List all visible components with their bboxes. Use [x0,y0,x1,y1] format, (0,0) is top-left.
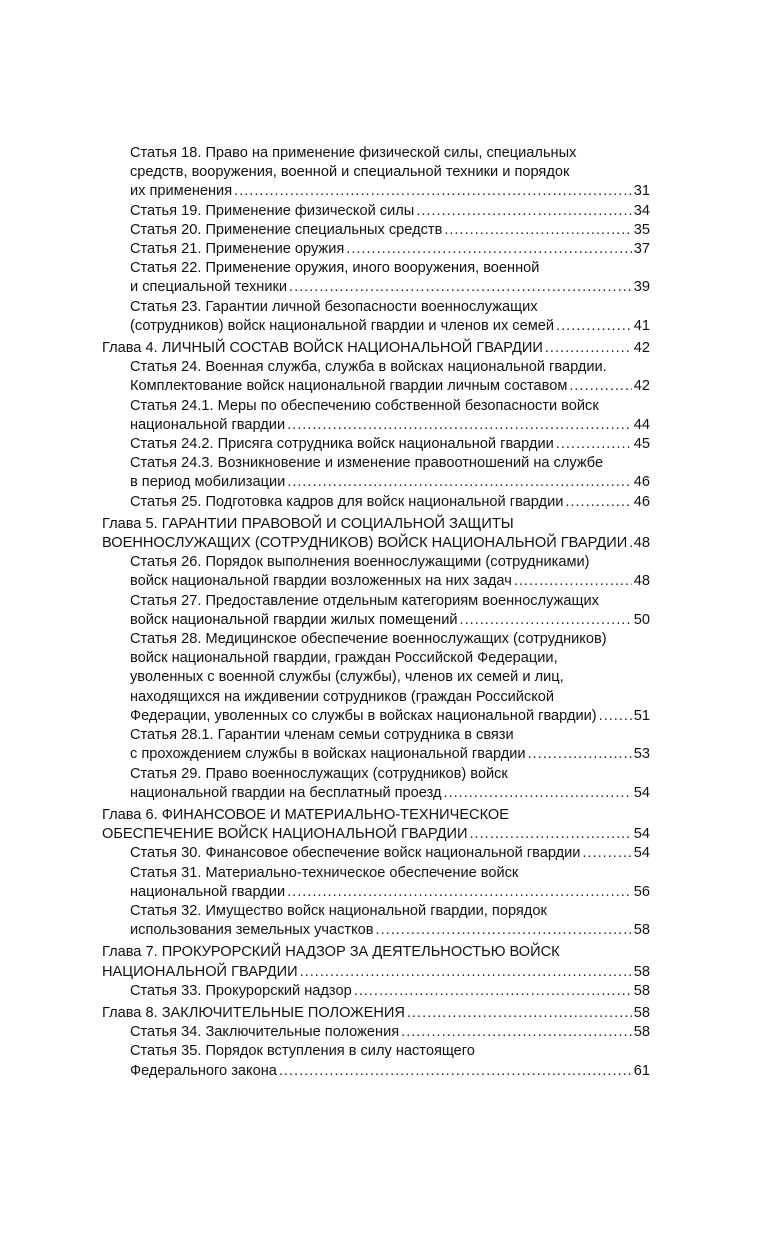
toc-article-entry[interactable] [102,221,650,240]
toc-entry-line [130,202,650,221]
toc-entry-text: Глава 7. ПРОКУРОРСКИЙ НАДЗОР ЗА ДЕЯТЕЛЬНОСТЬЮ ВОЙСК [102,944,560,961]
toc-entry-line [130,473,650,492]
dot-leader [469,825,631,844]
toc-page-number: 50 [633,611,650,628]
dot-leader [416,202,632,221]
toc-entry-text: с прохождением службы в войсках национальной гвардии [130,746,526,763]
dot-leader [407,1004,632,1023]
toc-entry-text: их применения [130,183,233,200]
toc-article-entry[interactable] [102,435,650,454]
table-of-contents [102,144,650,1081]
toc-entry-line [130,902,650,921]
dot-leader [528,745,632,764]
toc-entry-line [130,649,650,668]
toc-entry-text: уволенных с военной службы (службы), членов их семей и лиц, [130,669,564,686]
toc-page-number: 48 [633,535,650,552]
toc-entry-text: национальной гвардии на бесплатный проезд [130,784,442,801]
toc-article-entry[interactable] [102,358,650,396]
dot-leader [629,534,632,553]
toc-entry-line [102,943,650,962]
toc-page-number: 54 [633,845,650,862]
toc-entry-text: находящихся на иждивении сотрудников (граждан Российской [130,688,555,705]
dot-leader [401,1023,632,1042]
dot-leader [599,707,632,726]
toc-entry-text: Статья 25. Подготовка кадров для войск национальной гвардии [130,493,564,510]
toc-page-number: 54 [633,826,650,843]
toc-entry-text: Глава 4. ЛИЧНЫЙ СОСТАВ ВОЙСК НАЦИОНАЛЬНОЙ ГВАРДИИ [102,340,543,357]
toc-entry-line [130,630,650,649]
toc-article-entry[interactable] [102,298,650,336]
dot-leader [556,435,632,454]
dot-leader [444,221,631,240]
toc-entry-text: Статья 24.3. Возникновение и изменение правоотношений на службе [130,455,604,472]
toc-entry-line [130,707,650,726]
toc-entry-line [130,784,650,803]
toc-entry-line [130,298,650,317]
dot-leader [556,317,632,336]
toc-article-entry[interactable] [102,726,650,764]
toc-entry-line [130,358,650,377]
toc-page-number: 39 [633,279,650,296]
toc-entry-text: войск национальной гвардии возложенных на них задач [130,573,512,590]
toc-entry-text: Статья 24.1. Меры по обеспечению собственной безопасности войск [130,397,599,414]
toc-entry-line [130,144,650,163]
toc-entry-line [130,921,650,940]
toc-article-entry[interactable] [102,844,650,863]
dot-leader [287,883,632,902]
toc-page-number: 42 [633,378,650,395]
toc-page-number: 44 [633,416,650,433]
toc-page-number: 58 [633,963,650,980]
toc-entry-line [130,572,650,591]
toc-entry-line [130,745,650,764]
toc-chapter-entry[interactable] [102,339,650,358]
toc-entry-text: Статья 20. Применение специальных средств [130,221,443,238]
toc-entry-line [130,592,650,611]
toc-entry-text: Статья 30. Финансовое обеспечение войск национальной гвардии [130,845,581,862]
toc-entry-text: Статья 29. Право военнослужащих (сотрудников) войск [130,765,508,782]
toc-entry-line [102,534,650,553]
dot-leader [234,182,632,201]
toc-entry-text: Статья 18. Право на применение физической силы, специальных [130,145,577,161]
toc-article-entry[interactable] [102,592,650,630]
toc-entry-text: Статья 34. Заключительные положения [130,1024,400,1041]
toc-entry-text: Статья 31. Материально-техническое обеспечение войск [130,864,519,881]
toc-entry-text: Статья 27. Предоставление отдельным категориям военнослужащих [130,592,599,609]
toc-page-number: 53 [633,746,650,763]
toc-entry-text: Статья 24. Военная служба, служба в войсках национальной гвардии. [130,359,607,376]
toc-entry-line [102,963,650,982]
toc-entry-line [130,1042,650,1061]
toc-page-number: 46 [633,474,650,491]
toc-entry-line [130,668,650,687]
toc-entry-line [130,726,650,745]
toc-entry-text: использования земельных участков [130,922,374,939]
toc-entry-text: ВОЕННОСЛУЖАЩИХ (СОТРУДНИКОВ) ВОЙСК НАЦИОНАЛЬНОЙ ГВАРДИИ [102,535,628,552]
toc-entry-line [130,553,650,572]
toc-chapter-entry[interactable] [102,1004,650,1023]
toc-article-entry[interactable] [102,1042,650,1080]
toc-entry-line [130,221,650,240]
toc-entry-line [130,982,650,1001]
toc-page-number: 37 [633,241,650,258]
toc-article-entry[interactable] [102,202,650,221]
toc-page-number: 51 [633,707,650,724]
toc-entry-line [130,397,650,416]
toc-entry-text: средств, вооружения, военной и специальной техники и порядок [130,164,570,181]
toc-entry-line [130,182,650,201]
toc-entry-line [130,435,650,454]
toc-entry-line [102,339,650,358]
toc-chapter-entry[interactable] [102,515,650,553]
dot-leader [289,278,632,297]
dot-leader [565,493,631,512]
dot-leader [346,240,632,259]
toc-page-number: 45 [633,436,650,453]
dot-leader [569,377,631,396]
dot-leader [287,473,632,492]
toc-article-entry[interactable] [102,630,650,726]
toc-page-number: 58 [633,922,650,939]
toc-entry-line [130,493,650,512]
toc-entry-line [130,278,650,297]
toc-entry-line [102,825,650,844]
toc-article-entry[interactable] [102,493,650,512]
toc-article-entry[interactable] [102,982,650,1001]
toc-page-number: 58 [633,982,650,999]
toc-article-entry[interactable] [102,259,650,297]
toc-entry-text: Статья 28. Медицинское обеспечение военнослужащих (сотрудников) [130,631,607,648]
toc-article-entry[interactable] [102,765,650,803]
toc-page-number: 46 [633,493,650,510]
toc-article-entry[interactable] [102,240,650,259]
toc-entry-text: национальной гвардии [130,416,286,433]
dot-leader [443,784,631,803]
toc-page-number: 34 [633,202,650,219]
toc-article-entry[interactable] [102,144,650,202]
toc-entry-line [130,883,650,902]
toc-entry-line [102,515,650,534]
toc-entry-text: Статья 35. Порядок вступления в силу настоящего [130,1043,475,1060]
dot-leader [376,921,632,940]
toc-entry-text: и специальной техники [130,279,288,296]
toc-entry-line [130,1062,650,1081]
dot-leader [300,963,632,982]
dot-leader [460,611,632,630]
toc-entry-line [130,240,650,259]
toc-article-entry[interactable] [102,902,650,940]
toc-entry-line [130,377,650,396]
toc-entry-text: Статья 22. Применение оружия, иного вооружения, военной [130,260,540,277]
toc-article-entry[interactable] [102,864,650,902]
dot-leader [545,339,632,358]
toc-entry-line [130,1023,650,1042]
toc-entry-text: Глава 6. ФИНАНСОВОЕ И МАТЕРИАЛЬНО-ТЕХНИЧЕСКОЕ [102,806,510,823]
toc-entry-text: Статья 24.2. Присяга сотрудника войск национальной гвардии [130,436,554,453]
dot-leader [279,1062,632,1081]
toc-entry-line [130,844,650,863]
toc-article-entry[interactable] [102,1023,650,1042]
toc-entry-text: Федерации, уволенных со службы в войсках национальной гвардии) [130,707,597,724]
toc-entry-text: национальной гвардии [130,883,286,900]
toc-entry-line [130,259,650,278]
toc-page-number: 56 [633,883,650,900]
toc-entry-text: Глава 5. ГАРАНТИИ ПРАВОВОЙ И СОЦИАЛЬНОЙ ЗАЩИТЫ [102,515,514,532]
toc-entry-text: Статья 26. Порядок выполнения военнослужащими (сотрудниками) [130,554,590,571]
toc-page-number: 54 [633,784,650,801]
toc-chapter-entry[interactable] [102,943,650,981]
toc-entry-text: Комплектование войск национальной гвардии личным составом [130,378,568,395]
toc-entry-text: Статья 21. Применение оружия [130,241,345,258]
dot-leader [354,982,632,1001]
toc-page-number: 58 [633,1004,650,1021]
toc-entry-line [130,163,650,182]
toc-entry-line [130,317,650,336]
toc-article-entry[interactable] [102,454,650,492]
toc-page-number: 48 [633,573,650,590]
toc-entry-text: Статья 23. Гарантии личной безопасности военнослужащих [130,298,538,315]
toc-entry-text: Статья 19. Применение физической силы [130,202,415,219]
toc-entry-line [130,864,650,883]
toc-entry-line [130,416,650,435]
toc-article-entry[interactable] [102,397,650,435]
toc-chapter-entry[interactable] [102,806,650,844]
toc-page-number: 61 [633,1062,650,1079]
toc-page-number: 58 [633,1024,650,1041]
toc-entry-line [130,454,650,473]
dot-leader [514,572,632,591]
toc-entry-text: войск национальной гвардии жилых помещений [130,611,458,628]
toc-page-number: 31 [633,183,650,200]
toc-entry-text: Статья 32. Имущество войск национальной гвардии, порядок [130,902,547,919]
toc-entry-line [130,611,650,630]
toc-entry-text: Статья 33. Прокурорский надзор [130,982,352,999]
dot-leader [287,416,632,435]
toc-entry-text: Статья 28.1. Гарантии членам семьи сотрудника в связи [130,727,514,744]
toc-entry-line [102,806,650,825]
toc-entry-line [130,688,650,707]
toc-entry-text: войск национальной гвардии, граждан Российской Федерации, [130,650,558,667]
toc-entry-line [130,765,650,784]
toc-page-number: 41 [633,317,650,334]
toc-page-number: 35 [633,221,650,238]
toc-entry-text: (сотрудников) войск национальной гвардии и членов их семей [130,317,555,334]
toc-entry-text: НАЦИОНАЛЬНОЙ ГВАРДИИ [102,963,298,980]
toc-page-number: 42 [633,340,650,357]
toc-entry-text: Федерального закона [130,1062,277,1079]
toc-entry-text: в период мобилизации [130,474,286,491]
toc-article-entry[interactable] [102,553,650,591]
toc-entry-text: ОБЕСПЕЧЕНИЕ ВОЙСК НАЦИОНАЛЬНОЙ ГВАРДИИ [102,826,468,843]
dot-leader [582,844,631,863]
toc-entry-text: Глава 8. ЗАКЛЮЧИТЕЛЬНЫЕ ПОЛОЖЕНИЯ [102,1004,405,1021]
toc-entry-line [102,1004,650,1023]
